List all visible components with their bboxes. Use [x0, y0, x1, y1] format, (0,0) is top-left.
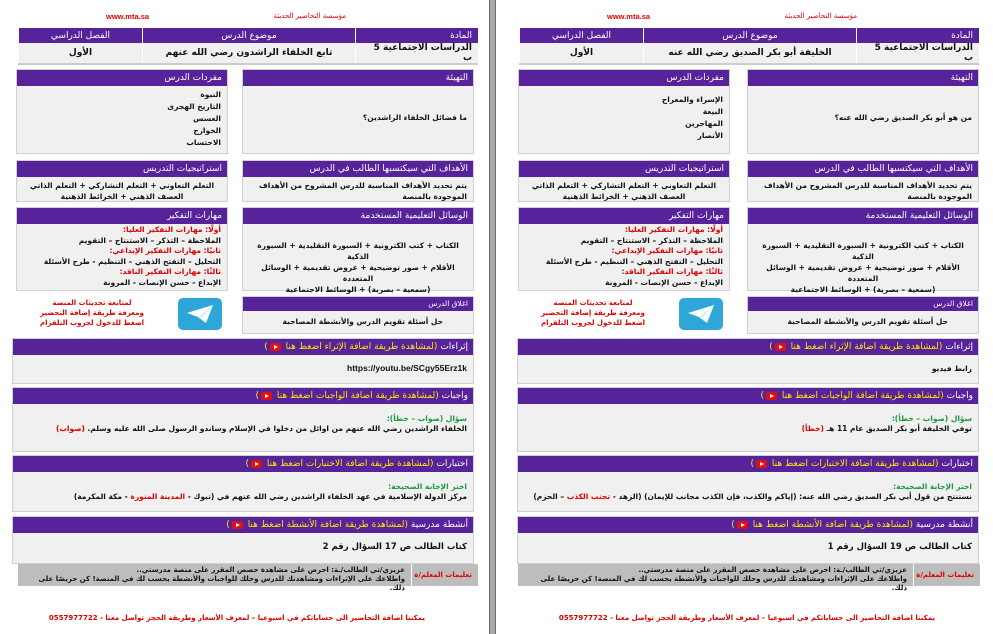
enrichment-content[interactable]: رابط فيديو: [931, 364, 972, 373]
thinking-heading: ثالثًا: مهارات التفكير الناقد:: [119, 267, 221, 276]
strategies-line: التعلم التعاوني + التعلم التشاركي + التعلم الذاتي: [531, 181, 717, 190]
activities-content: كتاب الطالب ص 17 السؤال رقم 2: [322, 542, 467, 552]
teacher-instructions-label: تعليمات المعلم/ة: [411, 564, 478, 586]
closing-text: حل أسئلة تقويم الدرس والأنشطة المصاحبة: [787, 317, 948, 326]
promo-line: ومعرفة طريقة إضافة التحضير: [541, 309, 645, 317]
thinking-heading: أولًا: مهارات التفكير العليا:: [123, 225, 221, 234]
telegram-icon: [687, 304, 715, 324]
homework-answer: (خطأ): [801, 424, 824, 433]
closing-box: [242, 296, 474, 334]
homework-answer: (صواب): [55, 424, 85, 433]
strategies-line: العصف الذهني + الخرائط الذهنية: [562, 192, 686, 201]
tools-box: [242, 207, 474, 294]
tests-box: [517, 455, 979, 512]
thinking-box: [518, 207, 730, 291]
youtube-icon: [261, 392, 272, 400]
tools-line: (سمعية – بصرية) + الوسائط الاجتماعية: [790, 285, 936, 294]
telegram-icon: [186, 304, 214, 324]
tests-question-label: اختر الإجابة الصحيحة:: [893, 482, 972, 491]
semester-label: الفصل الدراسي: [19, 28, 143, 43]
youtube-icon: [232, 521, 243, 529]
thinking-text: الإبداع - حسن الإنصات - المرونة: [103, 277, 221, 287]
tests-question: نستنتج من قول أبي بكر الصديق رضي الله عنه: (إياكم والكذب، فإن الكذب مجانب للإيمان) (الزهد -: [612, 492, 972, 501]
vocab-item: الاحتساب: [186, 138, 221, 147]
subject-value: الدراسات الاجتماعية 5 ب: [356, 43, 479, 64]
tools-line: (سمعية – بصرية) + الوسائط الاجتماعية: [285, 285, 431, 294]
youtube-icon: [766, 392, 777, 400]
homework-box: [12, 387, 474, 452]
youtube-icon: [737, 521, 748, 529]
teacher-instructions: [518, 564, 980, 592]
warmup-title: التهيئة: [243, 70, 473, 86]
strategies-title: استراتيجيات التدريس: [519, 161, 729, 177]
thinking-heading: ثالثًا: مهارات التفكير الناقد:: [621, 267, 723, 276]
lesson-page-right: [501, 0, 993, 634]
vocab-item: الإسراء والمعراج: [661, 95, 723, 104]
website-link[interactable]: www.mta.sa: [607, 12, 651, 21]
thinking-text: الملاحظة – التذكر – الاستنتاج – التقويم: [580, 235, 723, 245]
page-divider-scrollbar[interactable]: [489, 0, 496, 634]
thinking-text: التحليل – التفتح الذهني – التنظيم - طرح الأسئلة: [43, 256, 221, 266]
vocab-title: مفردات الدرس: [17, 70, 227, 86]
tests-box: [12, 455, 474, 512]
tools-title: الوسائل التعليمية المستخدمة: [243, 208, 473, 224]
warmup-box: [242, 69, 474, 154]
promo-line: اضغط للدخول لجروب التلقرام: [39, 319, 145, 327]
youtube-icon: [251, 460, 262, 468]
org-name: مؤسسة التحاضير الحديثة: [784, 12, 857, 20]
tools-line: الكتاب + كتب الكترونية + السبورة التقليدية + السبورة الذكية: [257, 241, 459, 261]
enrichment-box: [517, 338, 979, 384]
teacher-instructions-label: تعليمات المعلم/ة: [913, 564, 980, 586]
thinking-text: التحليل – التفتح الذهني – التنظيم - طرح الأسئلة: [545, 256, 723, 266]
lesson-header-table: [18, 28, 478, 65]
thinking-box: [16, 207, 228, 291]
warmup-title: التهيئة: [748, 70, 978, 86]
strategies-box: [518, 160, 730, 202]
strategies-line: التعلم التعاوني + التعلم التشاركي + التعلم الذاتي: [29, 181, 215, 190]
thinking-title: مهارات التفكير: [519, 208, 729, 224]
warmup-box: [747, 69, 979, 154]
homework-title: واجبات: [441, 391, 468, 401]
telegram-promo[interactable]: [32, 298, 152, 328]
tests-answer: تجنب الكذب: [566, 492, 611, 501]
subject-value: الدراسات الاجتماعية 5 ب: [857, 43, 980, 64]
website-link[interactable]: www.mta.sa: [106, 12, 150, 21]
homework-help-link[interactable]: (لمشاهدة طريقة اضافة الواجبات اضغط هنا ): [255, 391, 439, 401]
tools-line: الأقلام + صور توضيحية + عروض تقديمية + الوسائل المتعددة: [261, 263, 455, 283]
tests-question-tail: - مكة المكرمة): [73, 492, 128, 501]
vocab-item: الخوارج: [193, 126, 221, 135]
teacher-instructions-line: عزيزي/تي الطالب/ـة: احرص على مشاهدة حصص المقرر على منصة مدرستي..: [638, 566, 907, 574]
closing-text: حل أسئلة تقويم الدرس والأنشطة المصاحبة: [282, 317, 443, 326]
promo-line: ومعرفة طريقة إضافة التحضير: [40, 309, 144, 317]
footer-contact: يمكننا اضافة التحاضير الى حساباتكم في اسبوعيا – لمعرف الأسعار وطريقة الحجز تواصل معنا - 0557977722: [558, 614, 936, 622]
topic-value: الخليفة أبو بكر الصديق رضي الله عنه: [644, 43, 857, 64]
enrichment-help-link[interactable]: (لمشاهدة طريقة اضافة الإثراء اضغط هنا ): [769, 342, 943, 352]
vocab-item: البيعة: [702, 107, 723, 116]
topic-value: تابع الخلفاء الراشدون رضي الله عنهم: [143, 43, 356, 64]
promo-line: اضغط للدخول لجروب التلقرام: [540, 319, 646, 327]
objectives-text: يتم تحديد الأهداف المناسبة للدرس المشروح من الأهداف الموجودة بالمنصة: [763, 181, 972, 201]
promo-line: لمتابعة تحديثات المنصة: [553, 299, 633, 307]
objectives-text: يتم تحديد الأهداف المناسبة للدرس المشروح من الأهداف الموجودة بالمنصة: [258, 181, 467, 201]
topic-label: موضوع الدرس: [644, 28, 857, 43]
thinking-title: مهارات التفكير: [17, 208, 227, 224]
enrichment-title: إثراءات: [945, 342, 973, 352]
vocab-item: النبوة: [200, 90, 221, 99]
activities-help-link[interactable]: (لمشاهدة طريقة اضافة الأنشطة اضغط هنا ): [226, 520, 409, 530]
promo-line: لمتابعة تحديثات المنصة: [52, 299, 132, 307]
tools-line: الكتاب + كتب الكترونية + السبورة التقليدية + السبورة الذكية: [762, 241, 964, 261]
subject-label: المادة: [356, 28, 479, 43]
warmup-text: من هو أبو بكر الصديق رضي الله عنه؟: [834, 113, 972, 122]
thinking-heading: ثانيًا: مهارات التفكير الإبداعي:: [109, 246, 221, 255]
tests-help-link[interactable]: (لمشاهدة طريقة اضافة الاختبارات اضغط هنا ): [245, 459, 434, 469]
homework-question: الخلفاء الراشدين رضي الله عنهم من اوائل من دخلوا في الإسلام وساندو الرسول صلى الله عليه وسلم.: [87, 424, 467, 433]
objectives-box: [242, 160, 474, 202]
footer-contact: يمكننا اضافة التحاضير الى حساباتكم في اسبوعيا – لمعرف الأسعار وطريقة الحجز تواصل معنا - 0557977722: [48, 614, 426, 622]
thinking-heading: ثانيًا: مهارات التفكير الإبداعي:: [611, 246, 723, 255]
subject-label: المادة: [857, 28, 980, 43]
enrichment-help-link[interactable]: (لمشاهدة طريقة اضافة الإثراء اضغط هنا ): [264, 342, 438, 352]
enrichment-content[interactable]: https://youtu.be/SCgy55Erz1k: [347, 363, 467, 373]
vocab-box: [518, 69, 730, 154]
vocab-item: العسس: [193, 114, 221, 123]
homework-question: توفي الخليفة أبو بكر الصديق عام 11 هـ: [826, 424, 972, 433]
objectives-box: [747, 160, 979, 202]
homework-question-label: سؤال (صواب – خطأ):: [891, 414, 972, 423]
tests-title: اختبارات: [941, 459, 973, 469]
thinking-text: الملاحظة – التذكر – الاستنتاج – التقويم: [78, 235, 221, 245]
lesson-header-table: [519, 28, 979, 65]
semester-value: الأول: [520, 43, 644, 64]
homework-help-link[interactable]: (لمشاهدة طريقة اضافة الواجبات اضغط هنا ): [760, 391, 944, 401]
activities-help-link[interactable]: (لمشاهدة طريقة اضافة الأنشطة اضغط هنا ): [731, 520, 914, 530]
thinking-heading: أولًا: مهارات التفكير العليا:: [625, 225, 723, 234]
homework-title: واجبات: [946, 391, 973, 401]
telegram-button[interactable]: [178, 298, 222, 330]
teacher-instructions-line: عزيزي/تي الطالب/ـة: احرص على مشاهدة حصص المقرر على منصة مدرستي..: [136, 566, 405, 574]
youtube-icon: [270, 343, 281, 351]
activities-title: أنشطة مدرسية: [915, 520, 973, 530]
teacher-instructions-line: واطلاعك على الإثراءات ومشاهدتك للدرس وحلك للواجبات والأنشطة يحسب لك في المنصة! كن حريصًا على ذلك.: [38, 575, 405, 592]
org-name: مؤسسة التحاضير الحديثة: [273, 12, 346, 20]
tests-question-label: اختر الإجابة الصحيحة:: [388, 482, 467, 491]
enrichment-box: [12, 338, 474, 384]
teacher-instructions-line: واطلاعك على الإثراءات ومشاهدتك للدرس وحلك للواجبات والأنشطة يحسب لك في المنصة! كن حريصًا على ذلك.: [540, 575, 907, 592]
activities-box: [517, 516, 979, 564]
tests-title: اختبارات: [436, 459, 468, 469]
tests-question: مركز الدولة الإسلامية في عهد الخلفاء الراشدين رضي الله عنهم في (تبوك -: [187, 492, 467, 501]
tests-question-tail: – الحزم): [533, 492, 565, 501]
telegram-promo[interactable]: [533, 298, 653, 328]
telegram-button[interactable]: [679, 298, 723, 330]
objectives-title: الأهداف التي سيكتسبها الطالب في الدرس: [243, 161, 473, 177]
semester-label: الفصل الدراسي: [520, 28, 644, 43]
tests-help-link[interactable]: (لمشاهدة طريقة اضافة الاختبارات اضغط هنا ): [750, 459, 939, 469]
homework-question-label: سؤال (صواب – خطأ):: [386, 414, 467, 423]
activities-title: أنشطة مدرسية: [410, 520, 468, 530]
strategies-line: العصف الذهني + الخرائط الذهنية: [60, 192, 184, 201]
vocab-title: مفردات الدرس: [519, 70, 729, 86]
tools-box: [747, 207, 979, 294]
activities-box: [12, 516, 474, 564]
teacher-instructions: [18, 564, 478, 592]
objectives-title: الأهداف التي سيكتسبها الطالب في الدرس: [748, 161, 978, 177]
closing-box: [747, 296, 979, 334]
lesson-page-left: [0, 0, 474, 634]
strategies-box: [16, 160, 228, 202]
vocab-box: [16, 69, 228, 154]
strategies-title: استراتيجيات التدريس: [17, 161, 227, 177]
vocab-item: التاريخ الهجرى: [167, 102, 221, 111]
enrichment-title: إثراءات: [440, 342, 468, 352]
thinking-text: الإبداع - حسن الإنصات - المرونة: [605, 277, 723, 287]
vocab-item: الأنصار: [697, 131, 723, 140]
topic-label: موضوع الدرس: [143, 28, 356, 43]
activities-content: كتاب الطالب ص 19 السؤال رقم 1: [827, 542, 972, 552]
tools-line: الأقلام + صور توضيحية + عروض تقديمية + الوسائل المتعددة: [766, 263, 960, 283]
semester-value: الأول: [19, 43, 143, 64]
tests-answer: المدينة المنورة: [130, 492, 186, 501]
youtube-icon: [756, 460, 767, 468]
tools-title: الوسائل التعليمية المستخدمة: [748, 208, 978, 224]
warmup-text: ما فضائل الخلفاء الراشدين؟: [362, 113, 467, 122]
youtube-icon: [775, 343, 786, 351]
homework-box: [517, 387, 979, 452]
closing-title: اغلاق الدرس: [748, 297, 978, 311]
vocab-item: المهاجرين: [685, 119, 723, 128]
closing-title: اغلاق الدرس: [243, 297, 473, 311]
